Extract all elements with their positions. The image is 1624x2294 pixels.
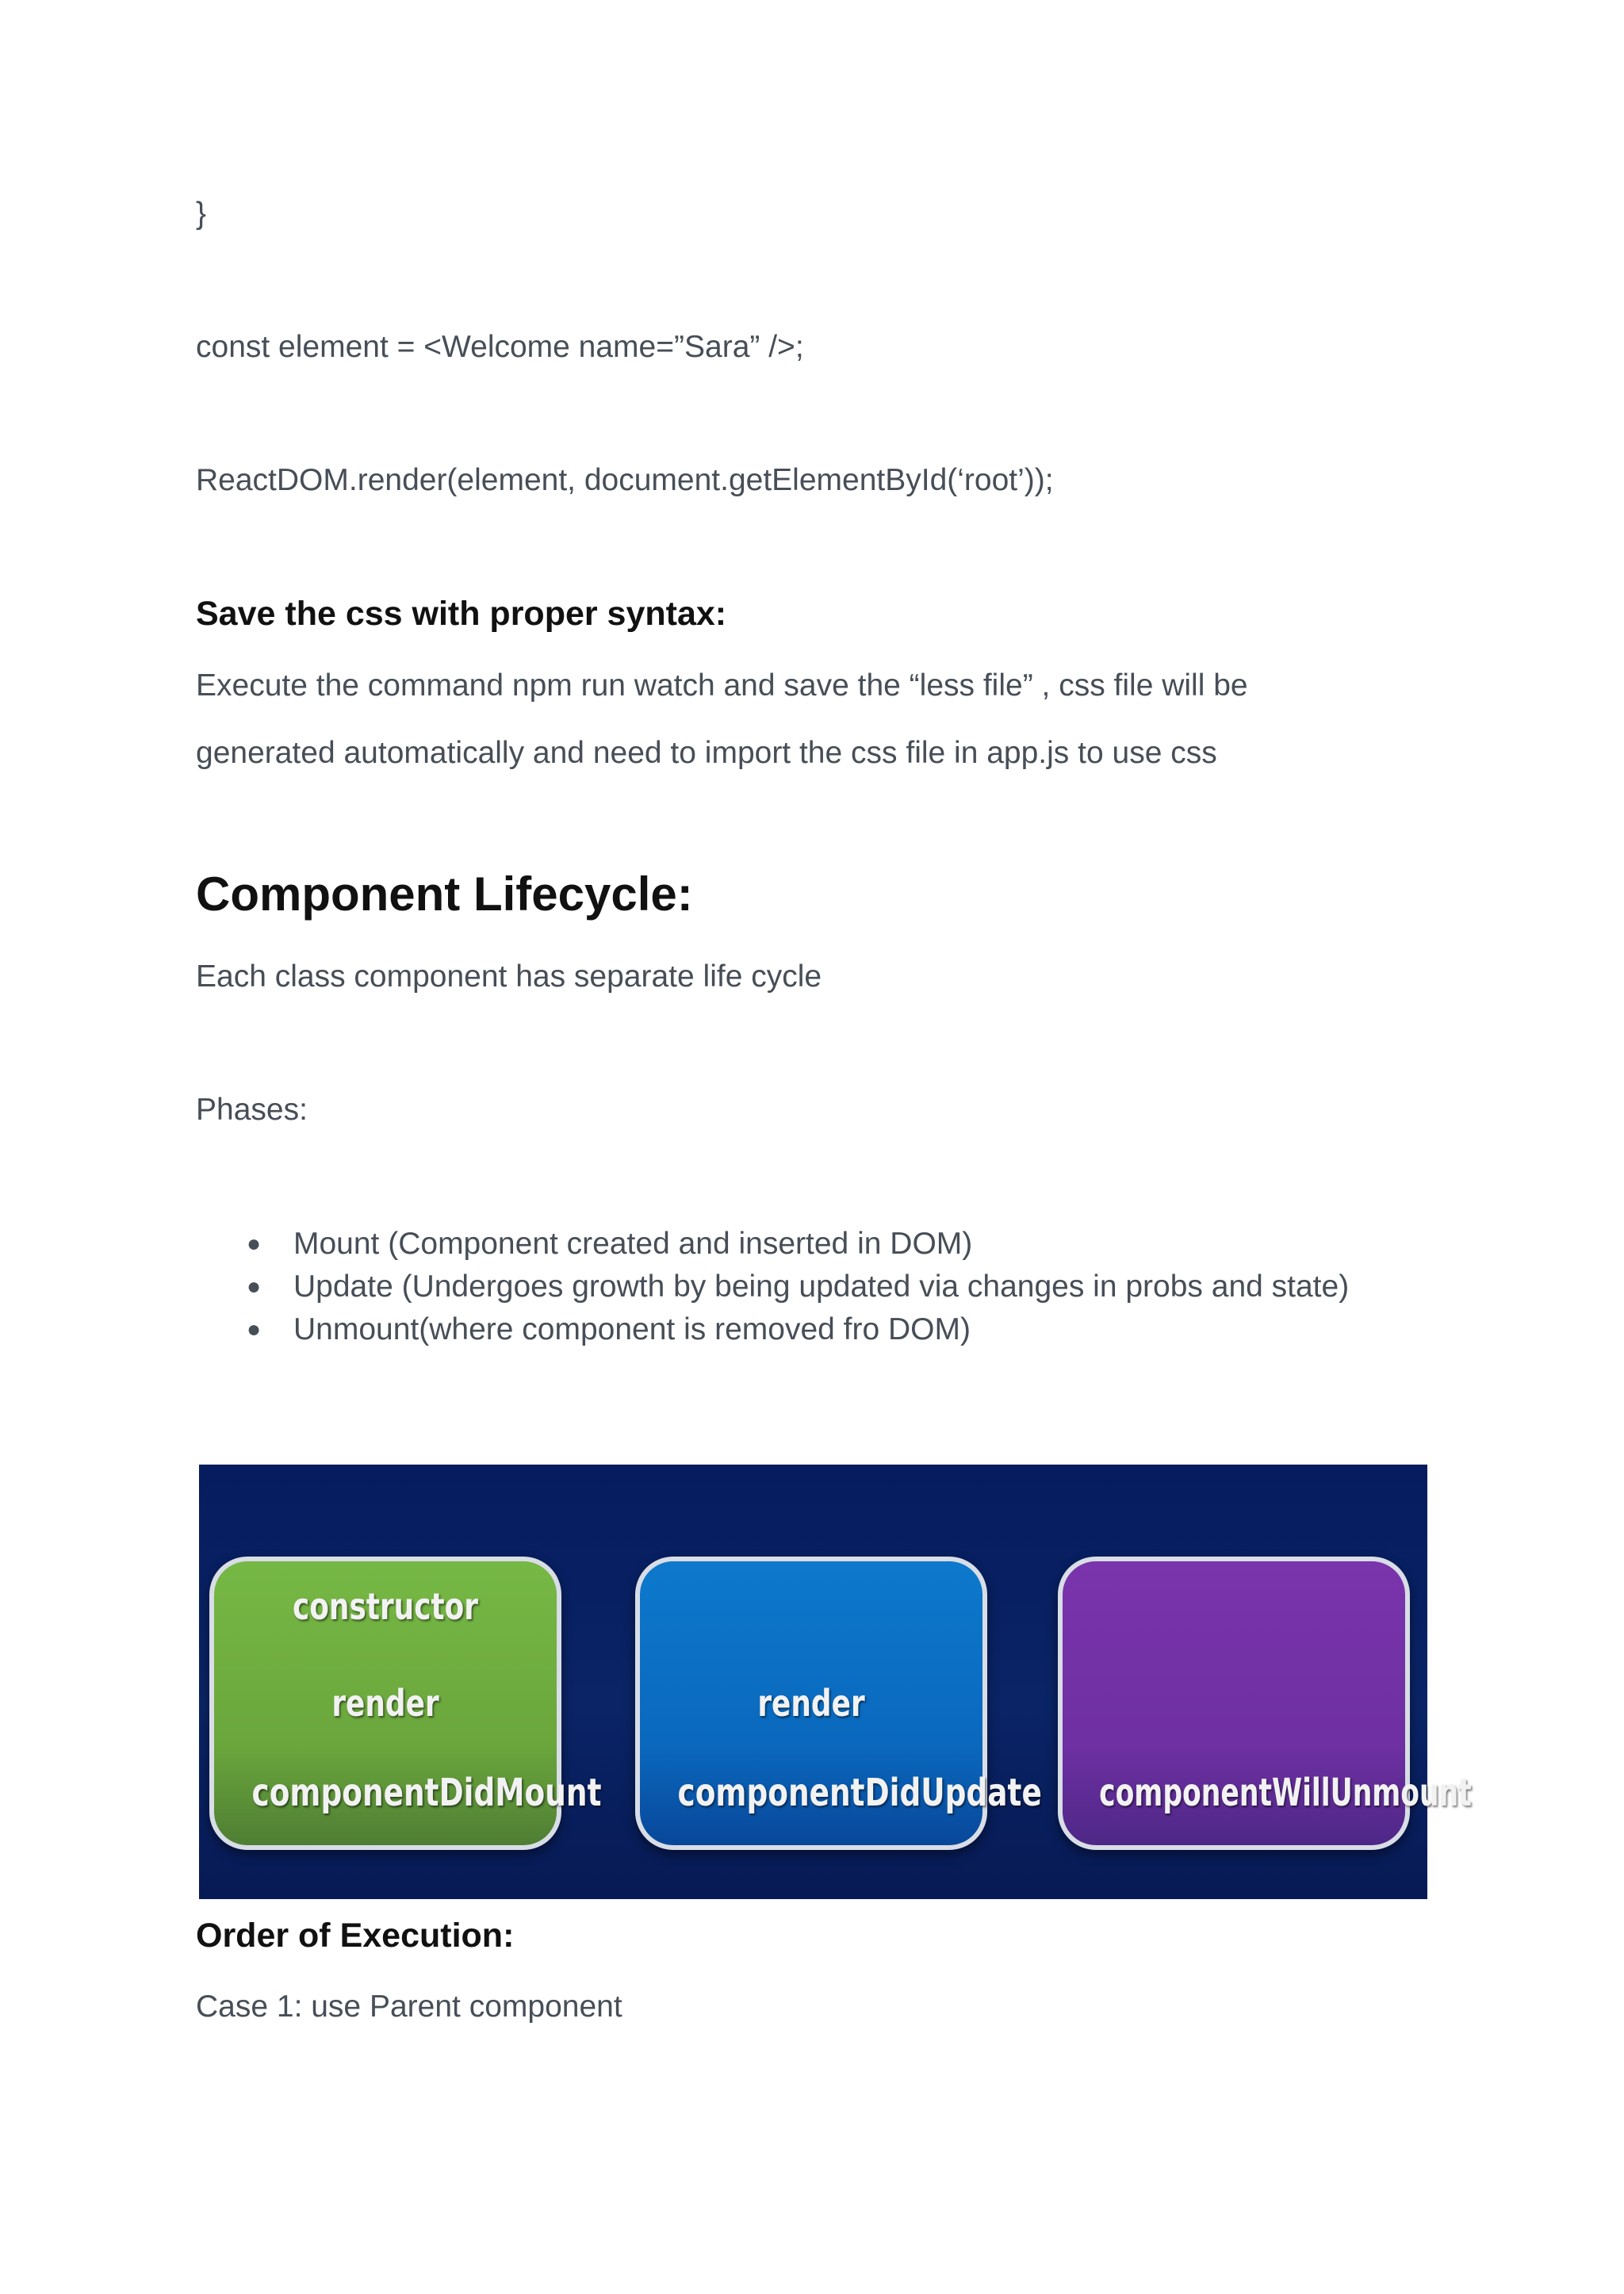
list-item bbox=[196, 1266, 1465, 1308]
bullet-icon: ● bbox=[247, 1273, 262, 1300]
bullet-icon: ● bbox=[247, 1231, 262, 1257]
phase-mount-text: Mount (Component created and inserted in DOM) bbox=[293, 1227, 973, 1261]
execution-case-1: Case 1: use Parent component bbox=[196, 1990, 622, 2024]
lifecycle-heading: Component Lifecycle: bbox=[196, 867, 693, 921]
phases-label: Phases: bbox=[196, 1093, 308, 1127]
bullet-icon: ● bbox=[247, 1316, 262, 1342]
css-section-heading: Save the css with proper syntax: bbox=[196, 595, 727, 633]
phases-list bbox=[196, 1223, 1465, 1351]
phase-update-text: Update (Undergoes growth by being updated via changes in probs and state) bbox=[293, 1270, 1350, 1304]
list-item bbox=[196, 1308, 1465, 1351]
mount-phase-box bbox=[209, 1557, 602, 1850]
update-phase-box bbox=[635, 1557, 1042, 1850]
unmount-phase-box bbox=[1058, 1557, 1472, 1850]
method-constructor: constructor bbox=[293, 1585, 478, 1628]
method-component-did-mount: componentDidMount bbox=[251, 1771, 602, 1815]
phase-unmount-text: Unmount(where component is removed fro DOM) bbox=[293, 1312, 971, 1346]
lifecycle-intro: Each class component has separate life cycle bbox=[196, 959, 822, 994]
method-component-did-update: componentDidUpdate bbox=[677, 1771, 1042, 1815]
list-item bbox=[196, 1223, 1465, 1266]
method-component-will-unmount: componentWillUnmount bbox=[1099, 1771, 1472, 1815]
method-render: render bbox=[331, 1682, 439, 1725]
code-element-line: const element = <Welcome name=”Sara” />; bbox=[196, 330, 804, 364]
method-render: render bbox=[757, 1682, 865, 1725]
code-render-line: ReactDOM.render(element, document.getElementById(‘root’)); bbox=[196, 463, 1054, 497]
css-section-line-1: Execute the command npm run watch and save the “less file” , css file will be bbox=[196, 668, 1248, 703]
execution-heading: Order of Execution: bbox=[196, 1917, 515, 1955]
code-closing-brace: } bbox=[196, 197, 207, 231]
lifecycle-diagram bbox=[199, 1465, 1472, 1899]
css-section-line-2: generated automatically and need to import the css file in app.js to use css bbox=[196, 736, 1217, 770]
